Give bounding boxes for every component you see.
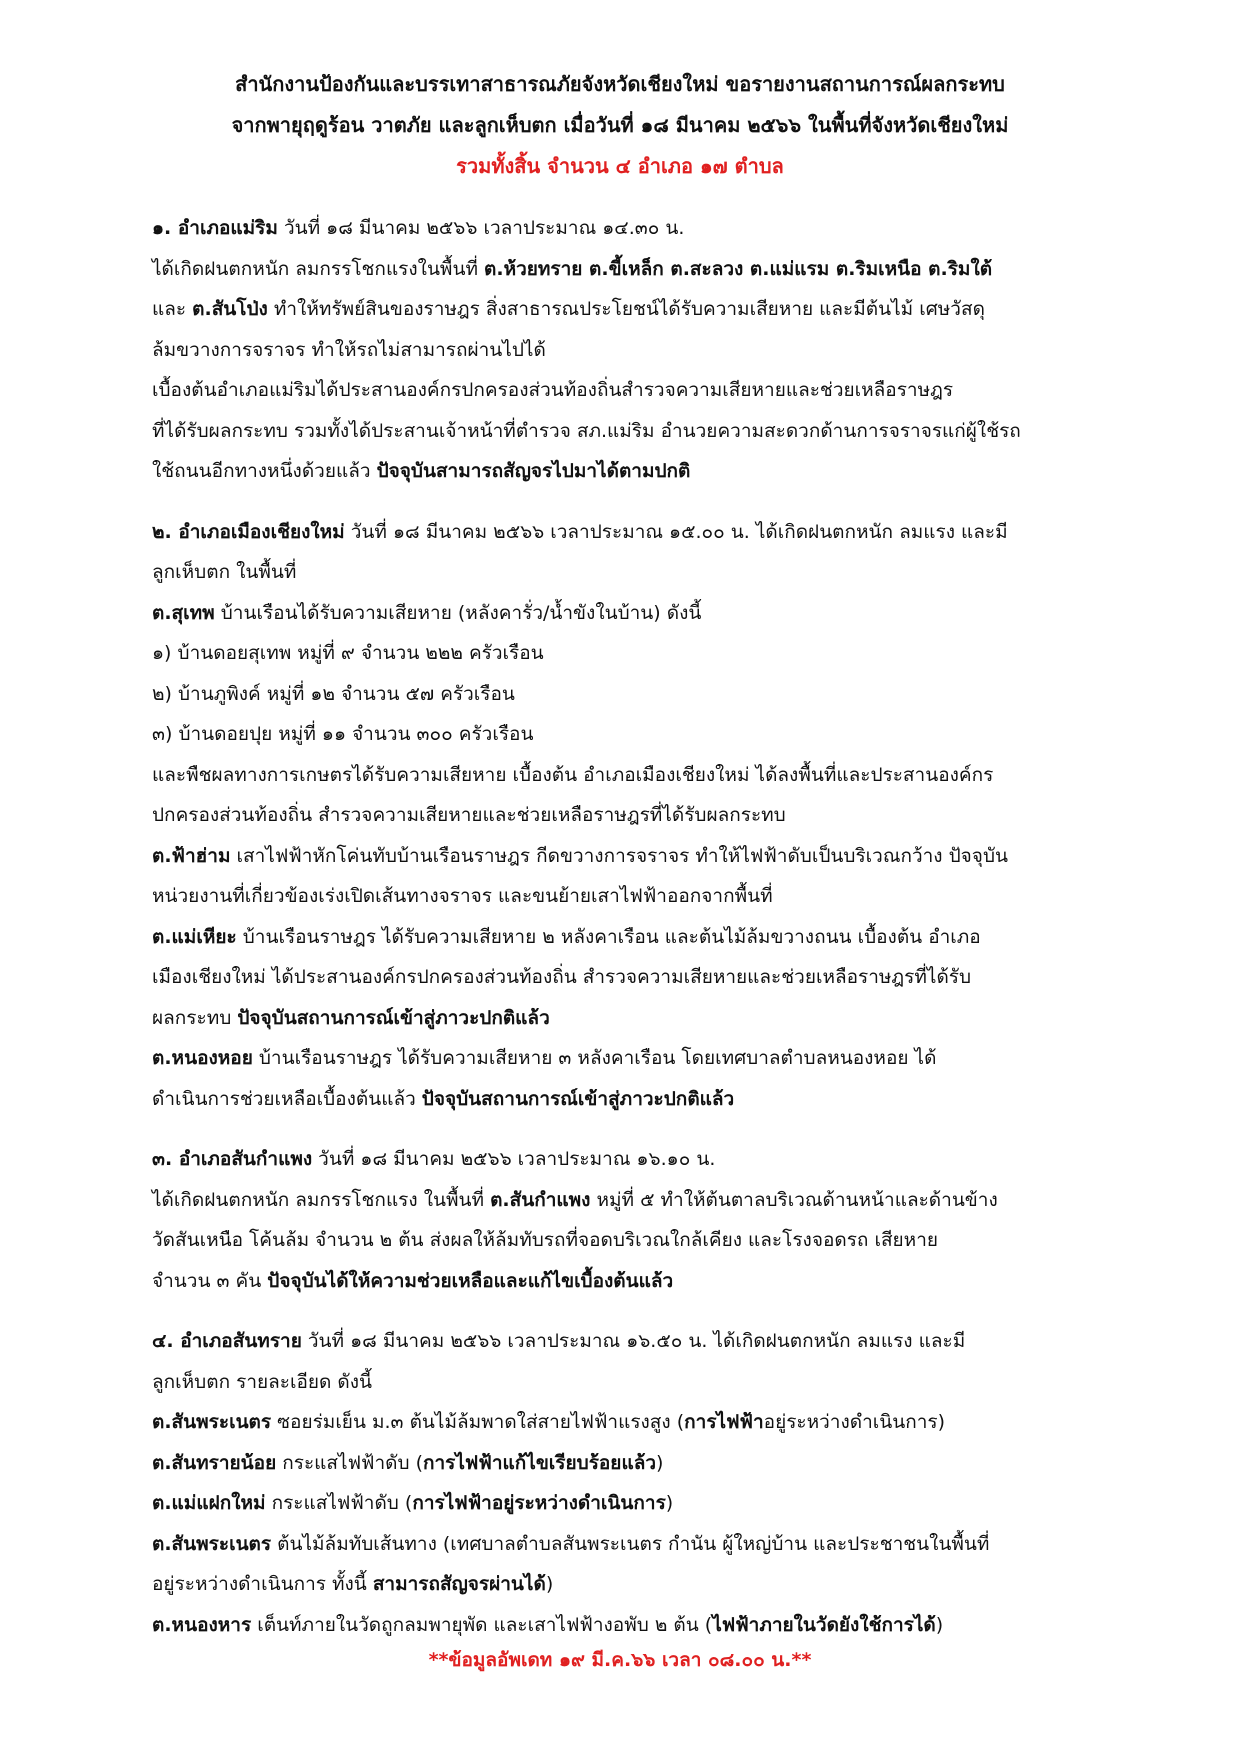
district-name: ๑. อำเภอแม่ริม [152, 217, 278, 239]
district-name: ๓. อำเภอสันกำแพง [152, 1148, 313, 1170]
status-text: การไฟฟ้าแก้ไขเรียบร้อยแล้ว [423, 1451, 657, 1474]
status-text: การไฟฟ้า [684, 1411, 764, 1433]
text: เต็นท์ภายในวัดถูกลมพายุพัด และเสาไฟฟ้างอพับ ๒ ต้น ( [251, 1613, 713, 1636]
section-heading-line [152, 512, 1112, 553]
report-header [0, 64, 1240, 187]
text: ต้นไม้ล้มทับเส้นทาง (เทศบาลตำบลสันพระเนตร กำนัน ผู้ใหญ่บ้าน และประชาชนในพื้นที่ [271, 1532, 990, 1555]
subdistrict-name: ต.สันกำแพง [490, 1188, 591, 1211]
subdistrict-name: ต.แม่แฝกใหม่ [152, 1492, 266, 1514]
list-item: ๑) บ้านดอยสุเทพ หมู่ที่ ๙ จำนวน ๒๒๒ ครัวเรือน [152, 642, 544, 664]
list-item: ๒) บ้านภูพิงค์ หมู่ที่ ๑๒ จำนวน ๕๗ ครัวเรือน [152, 682, 515, 705]
subdistrict-list: ต.ห้วยทราย ต.ขี้เหล็ก ต.สะลวง ต.แม่แรม ต.ริมเหนือ ต.ริมใต้ [484, 257, 993, 280]
paragraph-line: หน่วยงานที่เกี่ยวข้องเร่งเปิดเส้นทางจราจร และขนย้ายเสาไฟฟ้าออกจากพื้นที่ [152, 885, 773, 907]
header-line-1: สำนักงานป้องกันและบรรเทาสาธารณภัยจังหวัดเชียงใหม่ ขอรายงานสถานการณ์ผลกระทบ [235, 72, 1005, 96]
text: ผลกระทบ [152, 1006, 238, 1029]
section-san-sai [152, 1321, 1112, 1645]
paragraph-line: และพืชผลทางการเกษตรได้รับความเสียหาย เบื้องต้น อำเภอเมืองเชียงใหม่ ได้ลงพื้นที่และประสานองค์กร [152, 763, 994, 786]
paragraph-line [152, 1443, 1112, 1484]
text: ) [656, 1451, 664, 1474]
paragraph-line: ล้มขวางการจราจร ทำให้รถไม่สามารถผ่านไปได้ [152, 338, 546, 361]
text: กระแสไฟฟ้าดับ ( [265, 1492, 413, 1514]
paragraph-line [152, 1038, 1112, 1079]
subdistrict-name: ต.สันพระเนตร [152, 1532, 272, 1555]
paragraph-line [152, 917, 1112, 958]
paragraph-line [152, 1079, 1112, 1120]
text: ดำเนินการช่วยเหลือเบื้องต้นแล้ว [152, 1087, 422, 1110]
paragraph-line [152, 1524, 1112, 1565]
status-text: สามารถสัญจรผ่านได้ [372, 1573, 546, 1595]
text: วันที่ ๑๘ มีนาคม ๒๕๖๖ เวลาประมาณ ๑๕.๐๐ น. ได้เกิดฝนตกหนัก ลมแรง และมี [344, 520, 1008, 543]
section-mueang-chiang-mai [152, 512, 1112, 1120]
text: อยู่ระหว่างดำเนินการ) [763, 1411, 946, 1433]
paragraph-line [152, 451, 1112, 492]
paragraph-line [152, 1261, 1112, 1302]
paragraph-line: เบื้องต้นอำเภอแม่ริมได้ประสานองค์กรปกครองส่วนท้องถิ่นสำรวจความเสียหายและช่วยเหลือราษฎร [152, 379, 954, 401]
text: วันที่ ๑๘ มีนาคม ๒๕๖๖ เวลาประมาณ ๑๖.๕๐ น. ได้เกิดฝนตกหนัก ลมแรง และมี [301, 1330, 966, 1352]
subdistrict-name: ต.สันพระเนตร [152, 1411, 272, 1433]
district-name: ๔. อำเภอสันทราย [152, 1330, 302, 1352]
paragraph-line [152, 836, 1112, 877]
text: บ้านเรือนราษฎร ได้รับความเสียหาย ๓ หลังคาเรือน โดยเทศบาลตำบลหนองหอย ได้ [252, 1047, 937, 1069]
paragraph-line: เมืองเชียงใหม่ ได้ประสานองค์กรปกครองส่วนท้องถิ่น สำรวจความเสียหายและช่วยเหลือราษฎรที่ได้รับ [152, 966, 972, 988]
paragraph-line [152, 1564, 1112, 1605]
text: บ้านเรือนได้รับความเสียหาย (หลังคารั่ว/น้ำขังในบ้าน) ดังนี้ [214, 601, 702, 624]
status-text: การไฟฟ้าอยู่ระหว่างดำเนินการ [412, 1492, 666, 1514]
text: และ [152, 298, 193, 320]
paragraph-line: ลูกเห็บตก ในพื้นที่ [152, 561, 297, 583]
status-text: ปัจจุบันสามารถสัญจรไปมาได้ตามปกติ [376, 460, 691, 482]
subdistrict-name: ต.ฟ้าฮ่าม [152, 844, 231, 867]
subdistrict-name: ต.แม่เหียะ [152, 925, 237, 948]
section-heading-line [152, 1321, 1112, 1362]
status-text: ปัจจุบันสถานการณ์เข้าสู่ภาวะปกติแล้ว [421, 1087, 735, 1110]
text: ได้เกิดฝนตกหนัก ลมกรรโชกแรงในพื้นที่ [152, 257, 485, 280]
section-san-kamphaeng [152, 1139, 1112, 1301]
subdistrict-name: ต.สันทรายน้อย [152, 1451, 277, 1474]
paragraph-line [152, 1605, 1112, 1646]
text: ) [665, 1492, 674, 1514]
text: อยู่ระหว่างดำเนินการ ทั้งนี้ [152, 1573, 373, 1595]
subdistrict-name: ต.สุเทพ [152, 601, 215, 624]
status-text: ปัจจุบันสถานการณ์เข้าสู่ภาวะปกติแล้ว [237, 1006, 550, 1029]
text: จำนวน ๓ คัน [152, 1269, 268, 1292]
paragraph-line [152, 593, 1112, 634]
subdistrict-name: ต.สันโป่ง [192, 298, 268, 320]
text: วันที่ ๑๘ มีนาคม ๒๕๖๖ เวลาประมาณ ๑๔.๓๐ น. [277, 217, 685, 239]
text: ) [545, 1573, 554, 1595]
section-heading-line [152, 208, 1112, 249]
text: ซอยร่มเย็น ม.๓ ต้นไม้ล้มพาดใส่สายไฟฟ้าแรงสูง ( [271, 1411, 685, 1433]
text: วันที่ ๑๘ มีนาคม ๒๕๖๖ เวลาประมาณ ๑๖.๑๐ น. [312, 1148, 716, 1170]
paragraph-line: ปกครองส่วนท้องถิ่น สำรวจความเสียหายและช่วยเหลือราษฎรที่ได้รับผลกระทบ [152, 804, 786, 826]
paragraph-line: ลูกเห็บตก รายละเอียด ดังนี้ [152, 1370, 372, 1393]
header-line-2: จากพายุฤดูร้อน วาตภัย และลูกเห็บตก เมื่อวันที่ ๑๘ มีนาคม ๒๕๖๖ ในพื้นที่จังหวัดเชียงใหม่ [231, 113, 1009, 137]
text: ใช้ถนนอีกทางหนึ่งด้วยแล้ว [152, 460, 377, 482]
paragraph-line [152, 289, 1112, 330]
paragraph-line: ที่ได้รับผลกระทบ รวมทั้งได้ประสานเจ้าหน้าที่ตำรวจ สภ.แม่ริม อำนวยความสะดวกด้านการจราจรแก่ผู้ใช้รถ [152, 419, 1021, 442]
paragraph-line [152, 1483, 1112, 1524]
subdistrict-name: ต.หนองหอย [152, 1047, 253, 1069]
paragraph-line: วัดสันเหนือ โค้นล้ม จำนวน ๒ ต้น ส่งผลให้ล้มทับรถที่จอดบริเวณใกล้เคียง และโรงจอดรถ เสียหาย [152, 1229, 938, 1251]
header-summary: รวมทั้งสิ้น จำนวน ๔ อำเภอ ๑๗ ตำบล [456, 154, 784, 178]
update-note: **ข้อมูลอัพเดท ๑๙ มี.ค.๖๖ เวลา ๐๘.๐๐ น.** [428, 1649, 812, 1671]
text: เสาไฟฟ้าหักโค่นทับบ้านเรือนราษฎร กีดขวางการจราจร ทำให้ไฟฟ้าดับเป็นบริเวณกว้าง ปัจจุบัน [230, 844, 1008, 867]
section-mae-rim [152, 208, 1112, 492]
text: บ้านเรือนราษฎร ได้รับความเสียหาย ๒ หลังคาเรือน และต้นไม้ล้มขวางถนน เบื้องต้น อำเภอ [236, 925, 981, 948]
subdistrict-name: ต.หนองหาร [152, 1613, 252, 1636]
paragraph-line [152, 1402, 1112, 1443]
text: ) [935, 1613, 944, 1636]
paragraph-line [152, 998, 1112, 1039]
text: ได้เกิดฝนตกหนัก ลมกรรโชกแรง ในพื้นที่ [152, 1188, 491, 1211]
text: ทำให้ทรัพย์สินของราษฎร สิ่งสาธารณประโยชน์ได้รับความเสียหาย และมีต้นไม้ เศษวัสดุ [267, 298, 985, 320]
status-text: ปัจจุบันได้ให้ความช่วยเหลือและแก้ไขเบื้องต้นแล้ว [267, 1269, 674, 1292]
list-item: ๓) บ้านดอยปุย หมู่ที่ ๑๑ จำนวน ๓๐๐ ครัวเรือน [152, 723, 534, 745]
paragraph-line [152, 249, 1112, 290]
status-text: ไฟฟ้าภายในวัดยังใช้การได้ [712, 1613, 936, 1636]
text: หมู่ที่ ๕ ทำให้ต้นตาลบริเวณด้านหน้าและด้านข้าง [590, 1188, 998, 1211]
report-body [152, 208, 1112, 1665]
text: กระแสไฟฟ้าดับ ( [276, 1451, 423, 1474]
section-heading-line [152, 1139, 1112, 1180]
district-name: ๒. อำเภอเมืองเชียงใหม่ [152, 520, 345, 543]
paragraph-line [152, 1180, 1112, 1221]
